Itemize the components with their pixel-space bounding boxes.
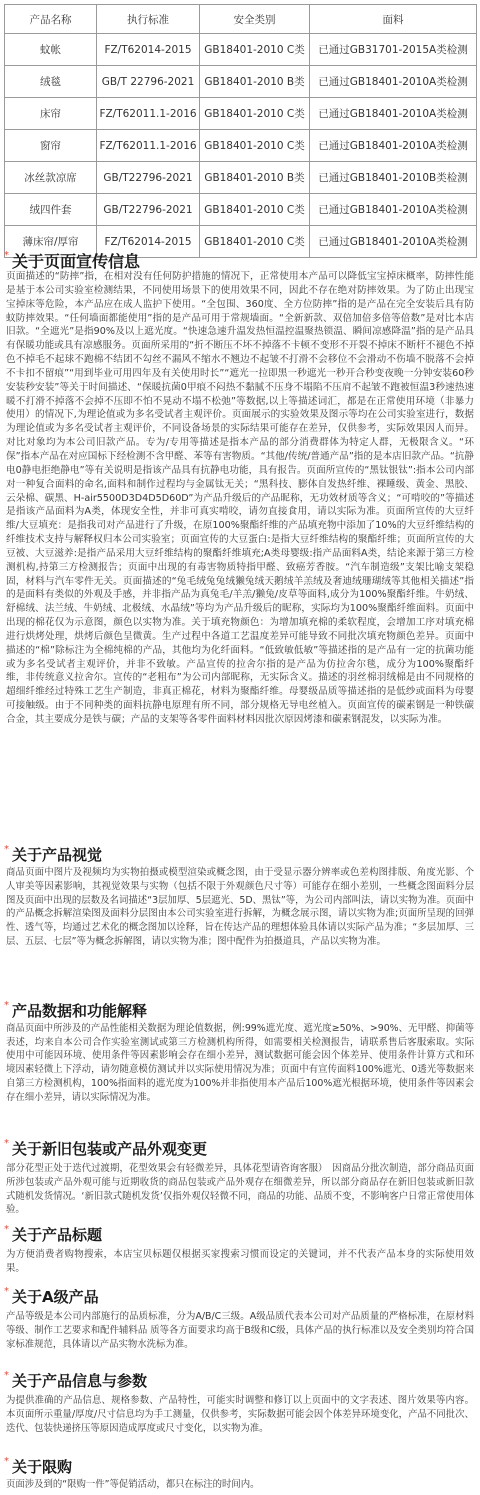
cell-safety: GB18401-2010 C类 — [200, 98, 310, 130]
cell-fabric: 已通过GB31701-2015A类检测 — [310, 34, 477, 66]
section-info-params — [4, 1370, 148, 1390]
cell-fabric: 已通过GB18401-2010A类检测 — [310, 98, 477, 130]
section-body: 页面涉及到的“限购一件”等促销活动，都只在标注的时间内。 — [6, 1479, 260, 1490]
cell-fabric: 已通过GB18401-2010A类检测 — [310, 130, 477, 162]
section-body: 为方便消费者购物搜索，本店宝贝标题仅根据买家搜索习惯而设定的关键词，并不代表产品本身的实际使用效果。 — [6, 1249, 474, 1274]
table-row — [5, 162, 477, 194]
section-body: 商品页面中所涉及的产品性能相关数据为理论值数据，例:99%遮光度、遮光度≥50%、>90%、无甲醛、抑菌等表述，均来自本公司合作实验室测试或第三方检测机构所得，如需要相关检测报告，请联系售后客服索取。实际使用中可能因环境、使用条件等因素影响会存在细小差异，测试数据可能会因个体差异、使用条件计算方式和环境因素轻微上下浮动，请勿随意模仿测试并以实际使用情况为准；页面中有宣传面料100%遮光、0透光等数据来自第三方检测机构，100%指面料的遮光度为100%并非指使用本产品后100%遮光根据环境，使用条件等因素会存在细小差异，请以实际情况为准。 — [6, 1023, 474, 1103]
section-body: 为提供准确的产品信息、规格参数、产品特性，可能实时调整和修订以上页面中的文字表述、图片效果等内容。本页面所示重量/厚度/尺寸信息均为手工测量，仅供参考，实际数据可能会因个体差异环境变化，产品不同批次、迭代、包装快递挤压等原因造成厚度或尺寸变化，以实物为准。 — [6, 1395, 474, 1434]
star-icon: * — [4, 1224, 9, 1235]
cell-standard: FZ/T62011.1-2016 — [97, 130, 200, 162]
cell-product: 窗帘 — [5, 130, 97, 162]
cell-standard: FZ/T62014-2015 — [97, 34, 200, 66]
section-purchase-limit — [4, 1456, 73, 1476]
section-page-promo — [4, 250, 141, 271]
cell-fabric: 已通过GB18401-2010A类检测 — [310, 194, 477, 226]
standards-table — [4, 4, 477, 258]
section-product-visual — [4, 844, 103, 864]
cell-safety: GB18401-2010 C类 — [200, 226, 310, 258]
cell-standard: GB/T 22796-2021 — [97, 66, 200, 98]
cell-fabric: 已通过GB18401-2010A类检测 — [310, 226, 477, 258]
section-title: 关于产品标题 — [12, 1226, 103, 1244]
cell-safety: GB18401-2010 C类 — [200, 130, 310, 162]
cell-standard: FZ/T62014-2015 — [97, 226, 200, 258]
table-row — [5, 66, 477, 98]
section-packaging — [4, 1138, 208, 1158]
section-title: 关于限购 — [12, 1458, 73, 1476]
header-standard: 执行标准 — [97, 5, 200, 34]
star-icon: * — [4, 250, 9, 261]
cell-standard: FZ/T62011.1-2016 — [97, 98, 200, 130]
section-product-data — [4, 1000, 148, 1020]
star-icon: * — [4, 1456, 9, 1467]
section-title: 关于页面宣传信息 — [12, 252, 141, 271]
section-product-title — [4, 1224, 103, 1244]
table-row — [5, 34, 477, 66]
section-title: 关于新旧包装或产品外观变更 — [12, 1140, 208, 1158]
header-product-name: 产品名称 — [5, 5, 97, 34]
star-icon: * — [4, 1138, 9, 1149]
cell-product: 床帘 — [5, 98, 97, 130]
cell-product: 冰丝款凉席 — [5, 162, 97, 194]
section-title: 关于产品信息与参数 — [12, 1372, 148, 1390]
cell-product: 薄床帘/厚帘 — [5, 226, 97, 258]
header-fabric: 面料 — [310, 5, 477, 34]
cell-fabric: 已通过GB18401-2010A类检测 — [310, 66, 477, 98]
table-row — [5, 194, 477, 226]
section-body: 产品等级是本公司内部施行的品质标准，分为A/B/C三级。A级品质代表本公司对产品质量的严格标准，在原材料等级、制作工艺要求和配件辅料品 质等各方面要求均高于B级和C级，具体产品的执行标准以及安全类别均符合国家标准规范，具体请以产品实物水洗标为准。 — [6, 1311, 474, 1350]
star-icon: * — [4, 844, 9, 855]
section-body: 商品页面中图片及视频均为实物拍摄或模型渲染或概念图，由于受显示器分辨率或色差构图排版、角度光影、个人审美等因素影响，其视觉效果与实物（包括不限于外观颜色尺寸等）可能存在细小差别，一些概念图面料分层图及页面中出现的层数及名词描述“3层加厚、5层遮光、5D、黑钛”等，为公司内部叫法，请以实物为准。页面中的产品概念拆解渲染图及面料分层图由本公司实验室进行拆解，为概念展示图，请以实物为准;页面所呈现的回弹性、透气等，均通过艺术化的概念图加以诠释，旨在传达产品的理想体验具体请以实际产品为准；“多层加厚、三层、五层、七层”等为概念拆解图，请以实物为准；图中配件为拍摄道具，产品以实物为准。 — [6, 867, 474, 947]
table-row — [5, 130, 477, 162]
star-icon: * — [4, 1370, 9, 1381]
cell-fabric: 已通过GB18401-2010B类检测 — [310, 162, 477, 194]
cell-product: 蚊帐 — [5, 34, 97, 66]
star-icon: * — [4, 1000, 9, 1011]
cell-safety: GB18401-2010 C类 — [200, 34, 310, 66]
cell-safety: GB18401-2010 C类 — [200, 194, 310, 226]
cell-standard: GB/T22796-2021 — [97, 194, 200, 226]
section-a-grade — [4, 1286, 99, 1306]
section-body: 页面描述的“防摔”指，在相对没有任何防护措施的情况下，正常使用本产品可以降低宝宝掉床概率，防摔性能是基于本公司实验室检测结果，不同使用场景下的使用效果不同，因此不存在绝对防摔效果。为了防止出现宝宝掉床等危险，本产品应在成人监护下使用。“全包围、360度、全方位防摔”指的是产品在完全安装后具有防蚊防摔效果。“任何墙面都能使用”指的是产品可用于常规墙面。“全新新款、双倍加倍多倍等倍数”是对比本店旧款。“全遮光”是指90%及以上遮光度。“快速急速升温发热恒温控温聚热锁温、瞬间凉感降温”指的是产品具有保暖功能或具有凉感服务。页面所采用的“折不断压不坏不掉落不卡顿不变形不开裂不掉床不断杆不褪色不掉色不掉毛不起球不跑棉不结团不勾丝不漏风不缩水不翘边不起皱不打滑不会移位不会滑动不伤墙不脱落不会掉不卡扣不留痕”“用到毕业可用四年及有关使用时长”“遮光一拉即黑一秒遮光一秒开合秒变夜晚一分钟安装60秒安装秒安装”等关于时间描述、“保暖抗菌0甲痕不闷热不黏腻不压身不塌陷不压肩不起皱不跑被恒温3秒速热速暖不打滑不掉落不会掉不压即不怕不晃动不塌不松弛”等数据,以上等描述词汇，都是在正常使用环境（非暴力使用）的情况下,为理论值或为多名受试者主观评价。页面展示的实验效果及图示等均在公司实验室进行，数据为理论值或为多名受试者主观评价，不同设备场景的实际结果可能存在差异，仅供参考，实际效果因人而异。对比对象均为本公司旧款产品。专为/专用等描述是指本产品的部分消费群体为特定人群，无极限含义。“环保”指本产品在对应国标下经检测不含甲醛、苯等有害物质。“其他/传统/普通产品”指的是本店旧款产品。“抗静电0静电拒绝静电”等有关说明是指该产品具有抗静电功能，具有报告。页面所宣传的“黑钛银钛”:指本公司内部对一种复合面料的命名,面料和制作过程均与金属钛无关；“黑科技、膨体自发热纤维、裸睡级、黄金、黑胶、云朵棉、碳黑、H-air5500D3D4D5D60D”为产品升级后的产品昵称，无功效材质等含义；“可啃咬的”等描述是指该产品面料为A类，体现安全性，并非可真实啃咬，请勿直接食用，请以实际为准。页面所宣传的大豆纤维/大豆填充：是指我司对产品进行了升级，在原100%聚酯纤维的产品填充物中添加了10%的大豆纤维结构的纤维技术支持与解释权归本公司实验室；页面宣传的大豆蛋白:是指大豆纤维结构的聚酯纤维；页面所宣传的大豆被、大豆滋养:是指产品采用大豆纤维结构的聚酯纤维填充;A类母婴级:指产品面料A类，结论来源于第三方检测机构,持第三方检测报告；页面中出现的有毒害物质特指甲醛、致癌芳香胺。“汽车制造级”支架比喻支架稳固，材料与汽车零件无关。页面描述的“兔毛绒兔兔绒獭兔绒天鹅绒羊羔绒及奢迪绒珊瑚绒等其他相关描述”指的是面料有类似的外观及手感，并非指产品为真兔毛/羊羔/獭兔/皮草等面料,成分为100%聚酯纤维。牛奶绒、舒棉绒、法兰绒、牛奶绒、北极绒、水晶绒”等均为产品升级后的昵称，实际均为100%聚酯纤维面料。页面中出现的棉花仅为示意图，颜色以实物为准。关于填充物颜色：为增加填充棉的柔软程度，会增加工序对填充棉进行烘烤处理，烘烤后颜色呈微黄。生产过程中各道工艺温度差异可能导致不同批次填充物颜色差异。页面中描述的“棉”除标注为全棉纯棉的产品，其他均为化纤面料。“低致敏低敏”等描述指的是产品有一定的抗菌功能或为多名受试者主观评价，并非不致敏。产品宣传的拉舍尔指的是产品为仿拉舍尔毯，成分为100%聚酯纤维，非传统意义拉舍尔。宣传的“老粗布”为公司内部昵称，无实际含义。描述的羽丝棉羽绒棉是由不同规格的超细纤维经过特殊工艺生产制造，非真正棉花，材料为聚酯纤维。母婴级品质等描述指的是低纱或面料为母婴可接触级。由于不同种类的面料抗静电原理有所不同，部分规格无导电丝植入。页面宣传的碳素钢是一种铁碳合金，其主要成分是铁与碳；产品的支架等各零件面料材料因批次原因烤漆和碳素钢混发，以实际为准。 — [6, 271, 474, 725]
table-row — [5, 98, 477, 130]
cell-standard: GB/T22796-2021 — [97, 162, 200, 194]
cell-product: 绒毯 — [5, 66, 97, 98]
cell-safety: GB18401-2010 B类 — [200, 66, 310, 98]
cell-product: 绒四件套 — [5, 194, 97, 226]
section-title: 关于产品视觉 — [12, 846, 103, 864]
header-safety-class: 安全类别 — [200, 5, 310, 34]
section-body: 部分花型正处于迭代过渡期，花型效果会有轻微差异，具体花型请咨询客服） 因商品分批次制造，部分商品页面所涉包装或产品外观可能与近期收货的商品包装或产品外观存在细微差异，所以部分商品存在新旧包装或新旧款式随机发货情况。‘新旧款式随机发货’仅指外观仅轻微不同，商品的功能、品质不变，不影响客户日常正常使用体验。 — [6, 1163, 474, 1216]
star-icon: * — [4, 1286, 9, 1297]
section-title: 产品数据和功能解释 — [12, 1002, 148, 1020]
cell-safety: GB18401-2010 B类 — [200, 162, 310, 194]
table-header-row — [5, 5, 477, 34]
section-title: 关于A级产品 — [12, 1288, 99, 1306]
